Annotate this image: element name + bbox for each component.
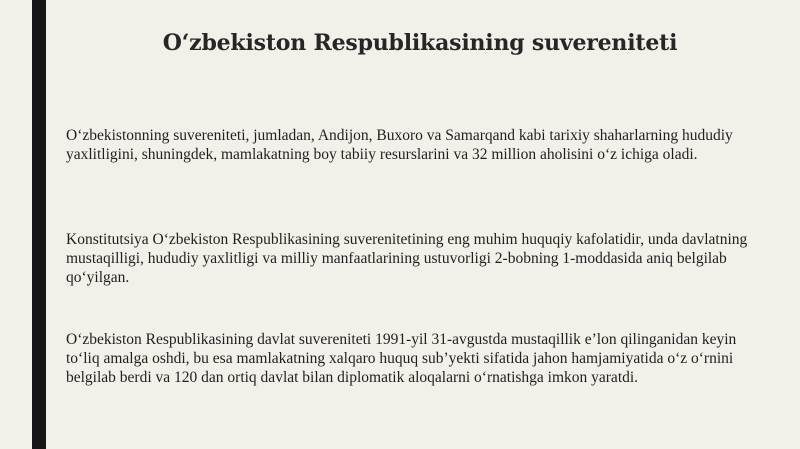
paragraph-independence: O‘zbekiston Respublikasining davlat suvereniteti 1991-yil 31-avgustda mustaqillik e’lon qilinganidan keyin to‘liq amalga oshdi, bu esa mamlakatning xalqaro huquq sub’yekti sifatida jahon hamjamiyatida o‘z o‘rnini belgilab berdi va 120 dan ortiq davlat bilan diplomatik aloqalarni o‘rnatishga imkon yaratdi.: [66, 331, 737, 386]
paragraph-sovereignty-scope: O‘zbekistonning suvereniteti, jumladan, Andijon, Buxoro va Samarqand kabi tarixiy shaharlarning hududiy yaxlitligini, shuningdek, mamlakatning boy tabiiy resurslarini va 32 million aholisini o‘z ichiga oladi.: [66, 127, 733, 163]
slide-title: O‘zbekiston Respublikasining suvereniteti: [162, 30, 678, 56]
paragraph-constitution: Konstitutsiya O‘zbekiston Respublikasining suverenitetining eng muhim huquqiy kafolatidir, unda davlatning mustaqilligi, hududiy yaxlitligi va milliy manfaatlarining ustuvorligi 2-bobning 1-moddasida aniq belgilab qo‘yilgan.: [66, 231, 748, 286]
accent-side-bar: [32, 0, 46, 449]
